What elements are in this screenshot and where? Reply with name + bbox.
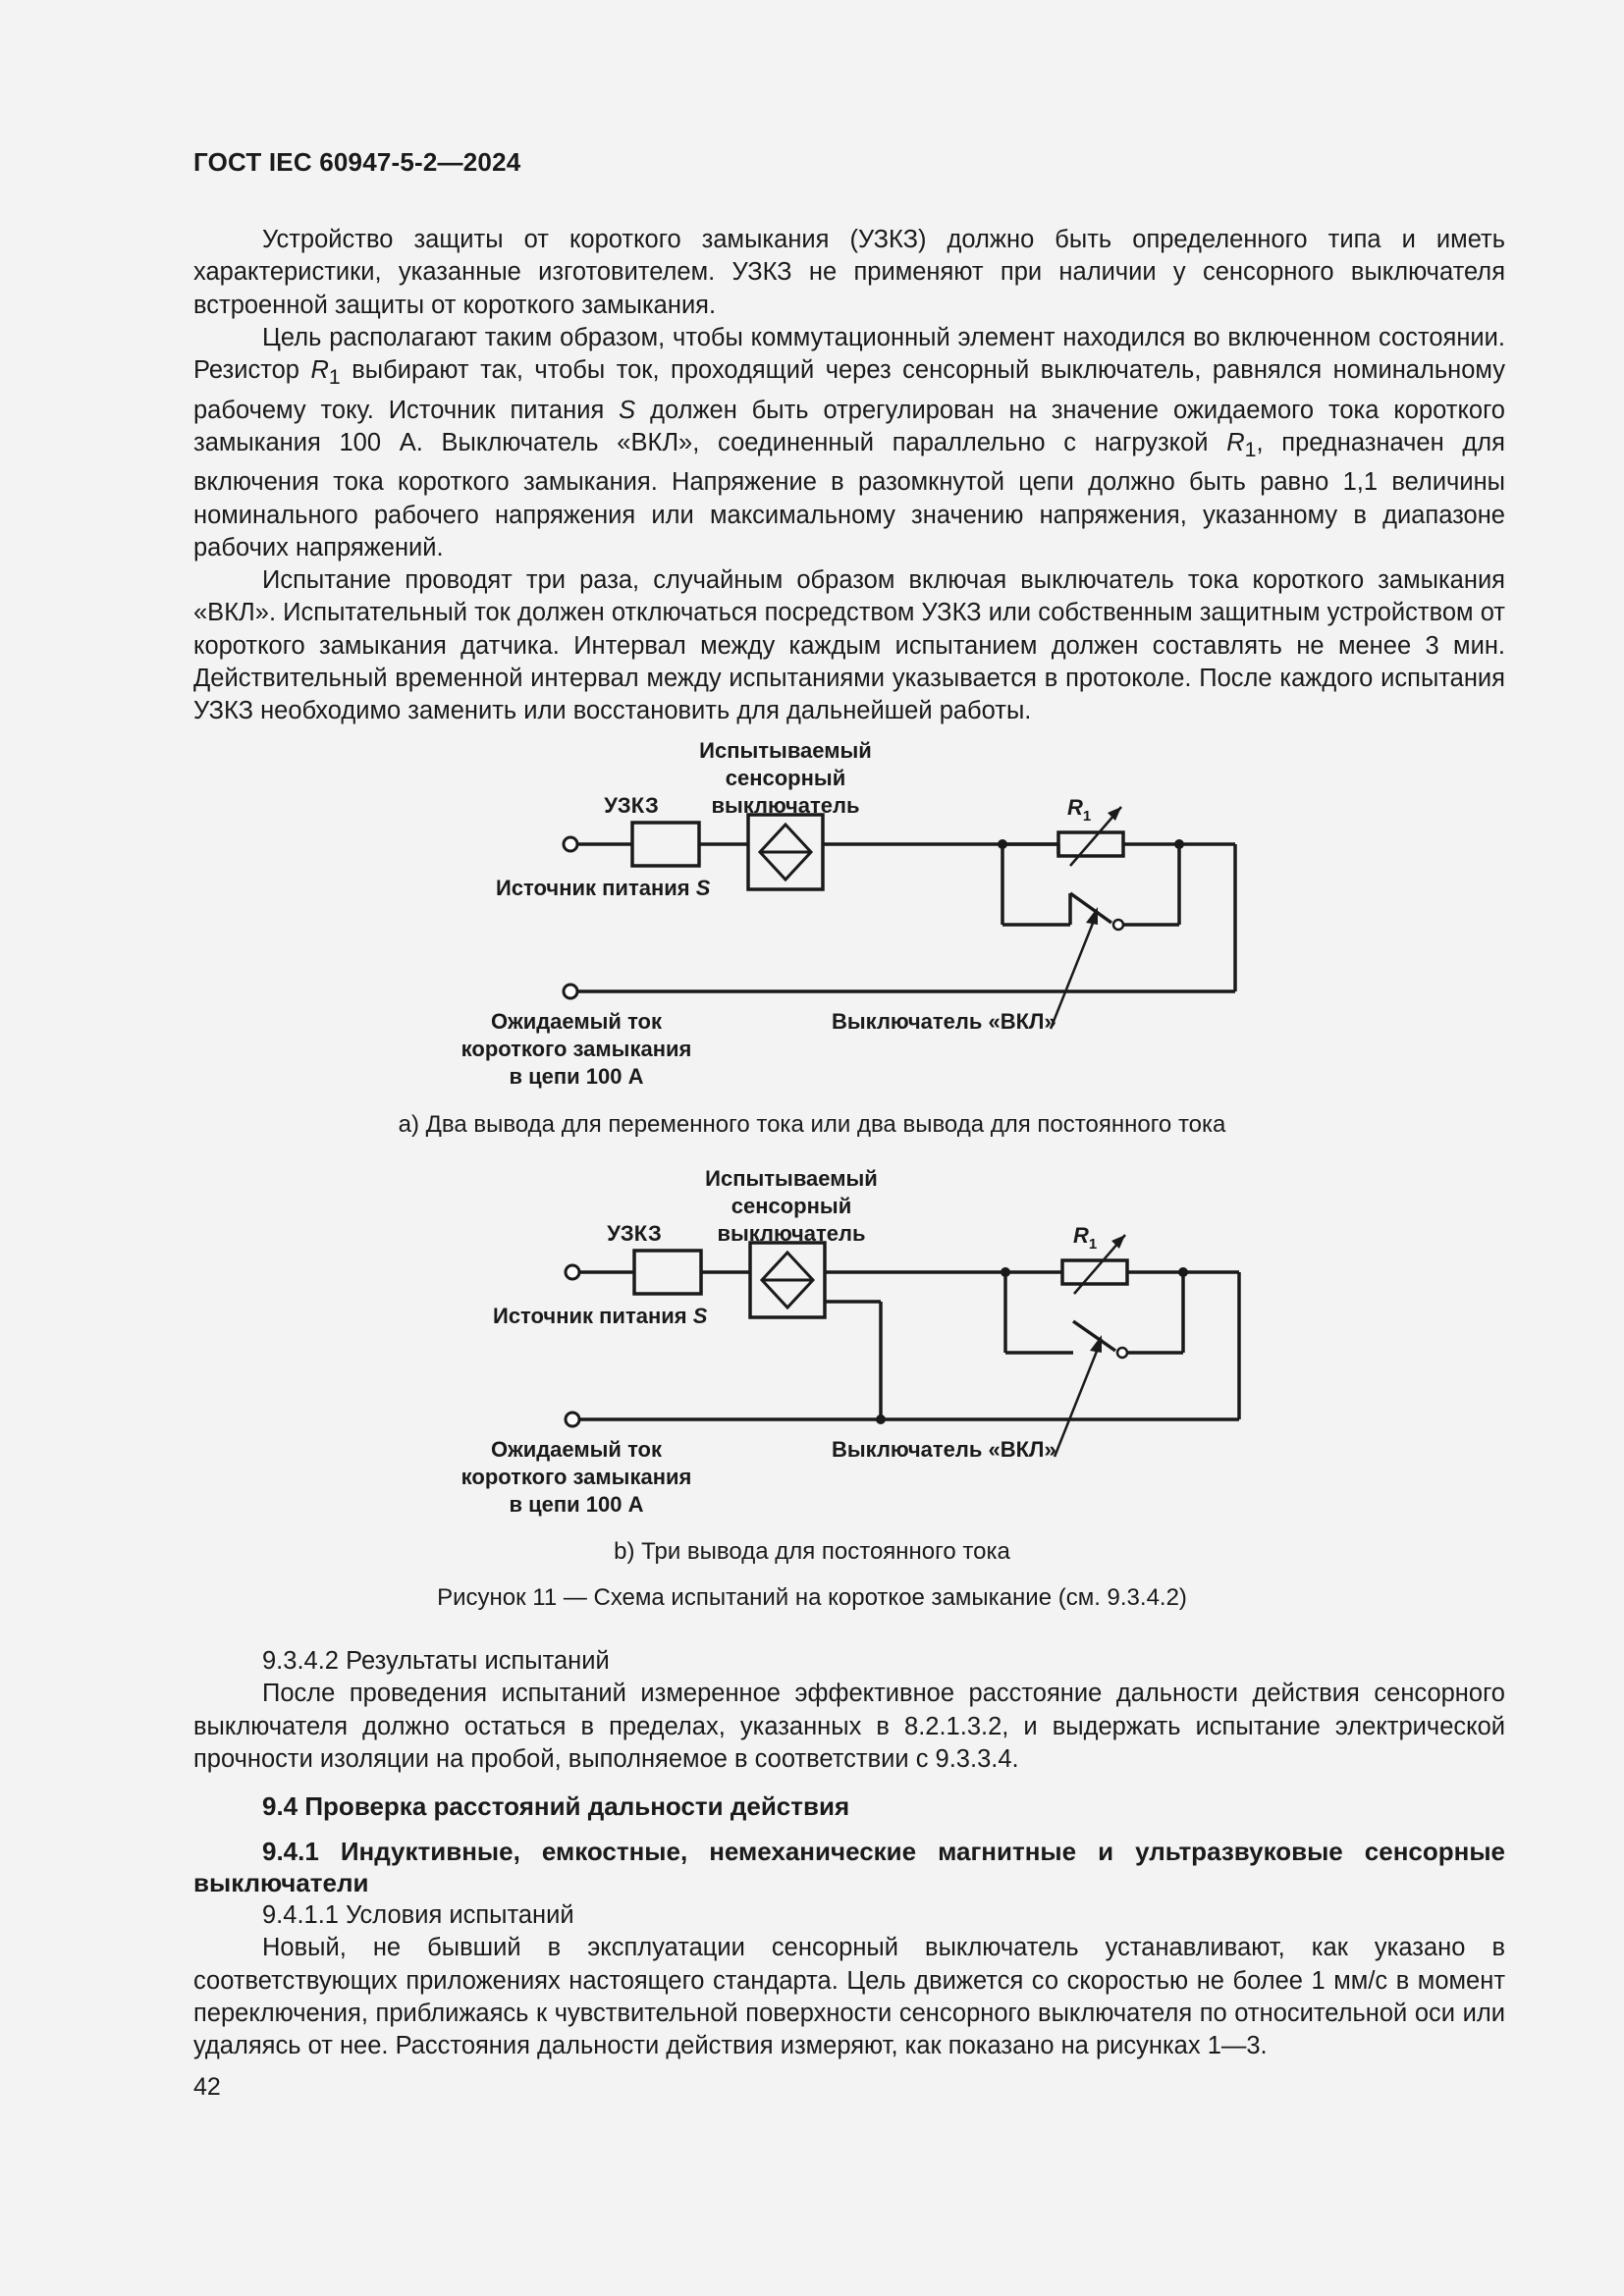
paragraph-target-position bbox=[193, 322, 1505, 564]
terminal-top bbox=[566, 1265, 579, 1279]
sensor-switch-symbol bbox=[750, 1243, 825, 1317]
device-label-line2: сенсорный bbox=[731, 1194, 852, 1218]
expected-current-line2: короткого замыкания bbox=[460, 1037, 692, 1061]
figure-b bbox=[0, 1164, 1624, 1527]
device-label-line2: сенсорный bbox=[725, 766, 846, 790]
terminal-top bbox=[564, 837, 577, 851]
device-label-line3: выключатель bbox=[711, 793, 860, 818]
r1-letter: R bbox=[1067, 795, 1083, 820]
uzkz-fuse-symbol bbox=[632, 823, 699, 866]
resistor-r1-symbol bbox=[1058, 832, 1123, 856]
page-number: 42 bbox=[193, 2073, 221, 2101]
sensor-switch-symbol bbox=[748, 815, 823, 889]
intro-text bbox=[193, 224, 1505, 728]
r1-subscript: 1 bbox=[1082, 808, 1092, 825]
r1-label bbox=[1067, 795, 1091, 825]
device-label-line1: Испытываемый bbox=[705, 1166, 878, 1191]
source-label bbox=[493, 1304, 708, 1328]
r1-subscript: 1 bbox=[1088, 1236, 1098, 1253]
caption-a: a) Два вывода для переменного тока или два вывода для постоянного тока bbox=[398, 1111, 1226, 1138]
expected-current-line3: в цепи 100 А bbox=[509, 1492, 644, 1517]
section-9-3-4-2-title: 9.3.4.2 Результаты испытаний bbox=[262, 1647, 610, 1675]
expected-current-line1: Ожидаемый ток bbox=[490, 1009, 663, 1034]
text-fragment: Цель располагают таким образом, чтобы коммутационный элемент находился во включенном состоянии. Резистор bbox=[193, 323, 1505, 385]
text-fragment: должен быть отрегулирован на значение ожидаемого тока короткого замыкания 100 А. Выключатель «ВКЛ», соединенный параллельно с нагрузкой bbox=[193, 396, 1505, 456]
source-text: Источник питания bbox=[496, 876, 696, 900]
source-s: S bbox=[695, 876, 711, 900]
uzkz-label: УЗКЗ bbox=[604, 793, 659, 818]
circuit-diagram-a bbox=[0, 736, 1624, 1099]
caption-b: b) Три вывода для постоянного тока bbox=[614, 1538, 1010, 1565]
source-label bbox=[496, 876, 711, 900]
paragraph-uzkz: Устройство защиты от короткого замыкания (УЗКЗ) должно быть определенного типа и иметь характеристики, указанные изготовителем. УЗКЗ не применяют при наличии у сенсорного выключателя встроенной защиты от короткого замыкания. bbox=[193, 226, 1505, 319]
symbol-s: S bbox=[619, 396, 636, 424]
switch-contact bbox=[1113, 920, 1123, 930]
source-s: S bbox=[692, 1304, 708, 1328]
switch-contact bbox=[1117, 1348, 1127, 1358]
section-9-3-4-2-text: После проведения испытаний измеренное эффективное расстояние дальности действия сенсорного выключателя должно остаться в пределах, указанных в 8.2.1.3.2, и выдержать испытание электрической прочности изоляции на пробой, выполняемое в соответствии с 9.3.3.4. bbox=[193, 1680, 1505, 1773]
section-9-4-1-1-title: 9.4.1.1 Условия испытаний bbox=[262, 1901, 574, 1929]
symbol-r: R bbox=[310, 356, 329, 385]
uzkz-label: УЗКЗ bbox=[607, 1221, 662, 1246]
section-9-4-title: 9.4 Проверка расстояний дальности действия bbox=[262, 1791, 850, 1821]
expected-current-line2: короткого замыкания bbox=[460, 1465, 692, 1489]
r1-label bbox=[1073, 1223, 1097, 1253]
source-text: Источник питания bbox=[493, 1304, 693, 1328]
device-label-line3: выключатель bbox=[717, 1221, 866, 1246]
section-9-4-1-1 bbox=[193, 1899, 1505, 2062]
r1-letter: R bbox=[1073, 1223, 1089, 1248]
switch-on-label: Выключатель «ВКЛ» bbox=[832, 1009, 1056, 1034]
paragraph-test-procedure: Испытание проводят три раза, случайным образом включая выключатель тока короткого замыкания «ВКЛ». Испытательный ток должен отключаться посредством УЗКЗ или собственным защитным устройством от короткого замыкания датчика. Интервал между каждым испытанием должен составлять не менее 3 мин. Действительный временной интервал между испытаниями указывается в протоколе. После каждого испытания УЗКЗ необходимо заменить или восстановить для дальнейшей работы. bbox=[193, 566, 1505, 725]
section-9-4-1-1-text: Новый, не бывший в эксплуатации сенсорный выключатель устанавливают, как указано в соответствующих приложениях настоящего стандарта. Цель движется со скоростью не более 1 мм/с в момент переключения, приближаясь к чувствительной поверхности сенсорного выключателя по относительной оси или удаляясь от нее. Расстояния дальности действия измеряют, как показано на рисунках 1—3. bbox=[193, 1934, 1505, 2060]
symbol-subscript: 1 bbox=[328, 365, 341, 390]
circuit-diagram-b bbox=[0, 1164, 1624, 1527]
pointer-line bbox=[1051, 911, 1098, 1029]
document-header: ГОСТ IEC 60947-5-2—2024 bbox=[193, 147, 521, 177]
symbol-r: R bbox=[1226, 428, 1245, 456]
terminal-bottom bbox=[564, 985, 577, 998]
expected-current-line1: Ожидаемый ток bbox=[490, 1437, 663, 1462]
pointer-line bbox=[1055, 1339, 1102, 1457]
resistor-r1-symbol bbox=[1062, 1260, 1127, 1284]
section-9-3-4-2 bbox=[193, 1645, 1505, 1776]
figure-11-caption: Рисунок 11 — Схема испытаний на короткое замыкание (см. 9.3.4.2) bbox=[437, 1584, 1187, 1611]
figure-a bbox=[0, 736, 1624, 1099]
text-fragment: , предназначен для включения тока короткого замыкания. Напряжение в разомкнутой цепи должно быть равно 1,1 величины номинального рабочего напряжения или максимальному значению напряжения, указанному в диапазоне рабочих напряжений. bbox=[193, 428, 1505, 561]
switch-on-label: Выключатель «ВКЛ» bbox=[832, 1437, 1056, 1462]
section-9-4-1-title: 9.4.1 Индуктивные, емкостные, немеханические магнитные и ультразвуковые сенсорные выключатели bbox=[193, 1837, 1505, 1897]
symbol-subscript: 1 bbox=[1244, 437, 1257, 461]
terminal-bottom bbox=[566, 1413, 579, 1426]
text-fragment: выбирают так, чтобы ток, проходящий через сенсорный выключатель, равнялся номинальному рабочему току. Источник питания bbox=[193, 356, 1505, 424]
device-label-line1: Испытываемый bbox=[699, 738, 872, 763]
uzkz-fuse-symbol bbox=[634, 1251, 701, 1294]
expected-current-line3: в цепи 100 А bbox=[509, 1064, 644, 1089]
